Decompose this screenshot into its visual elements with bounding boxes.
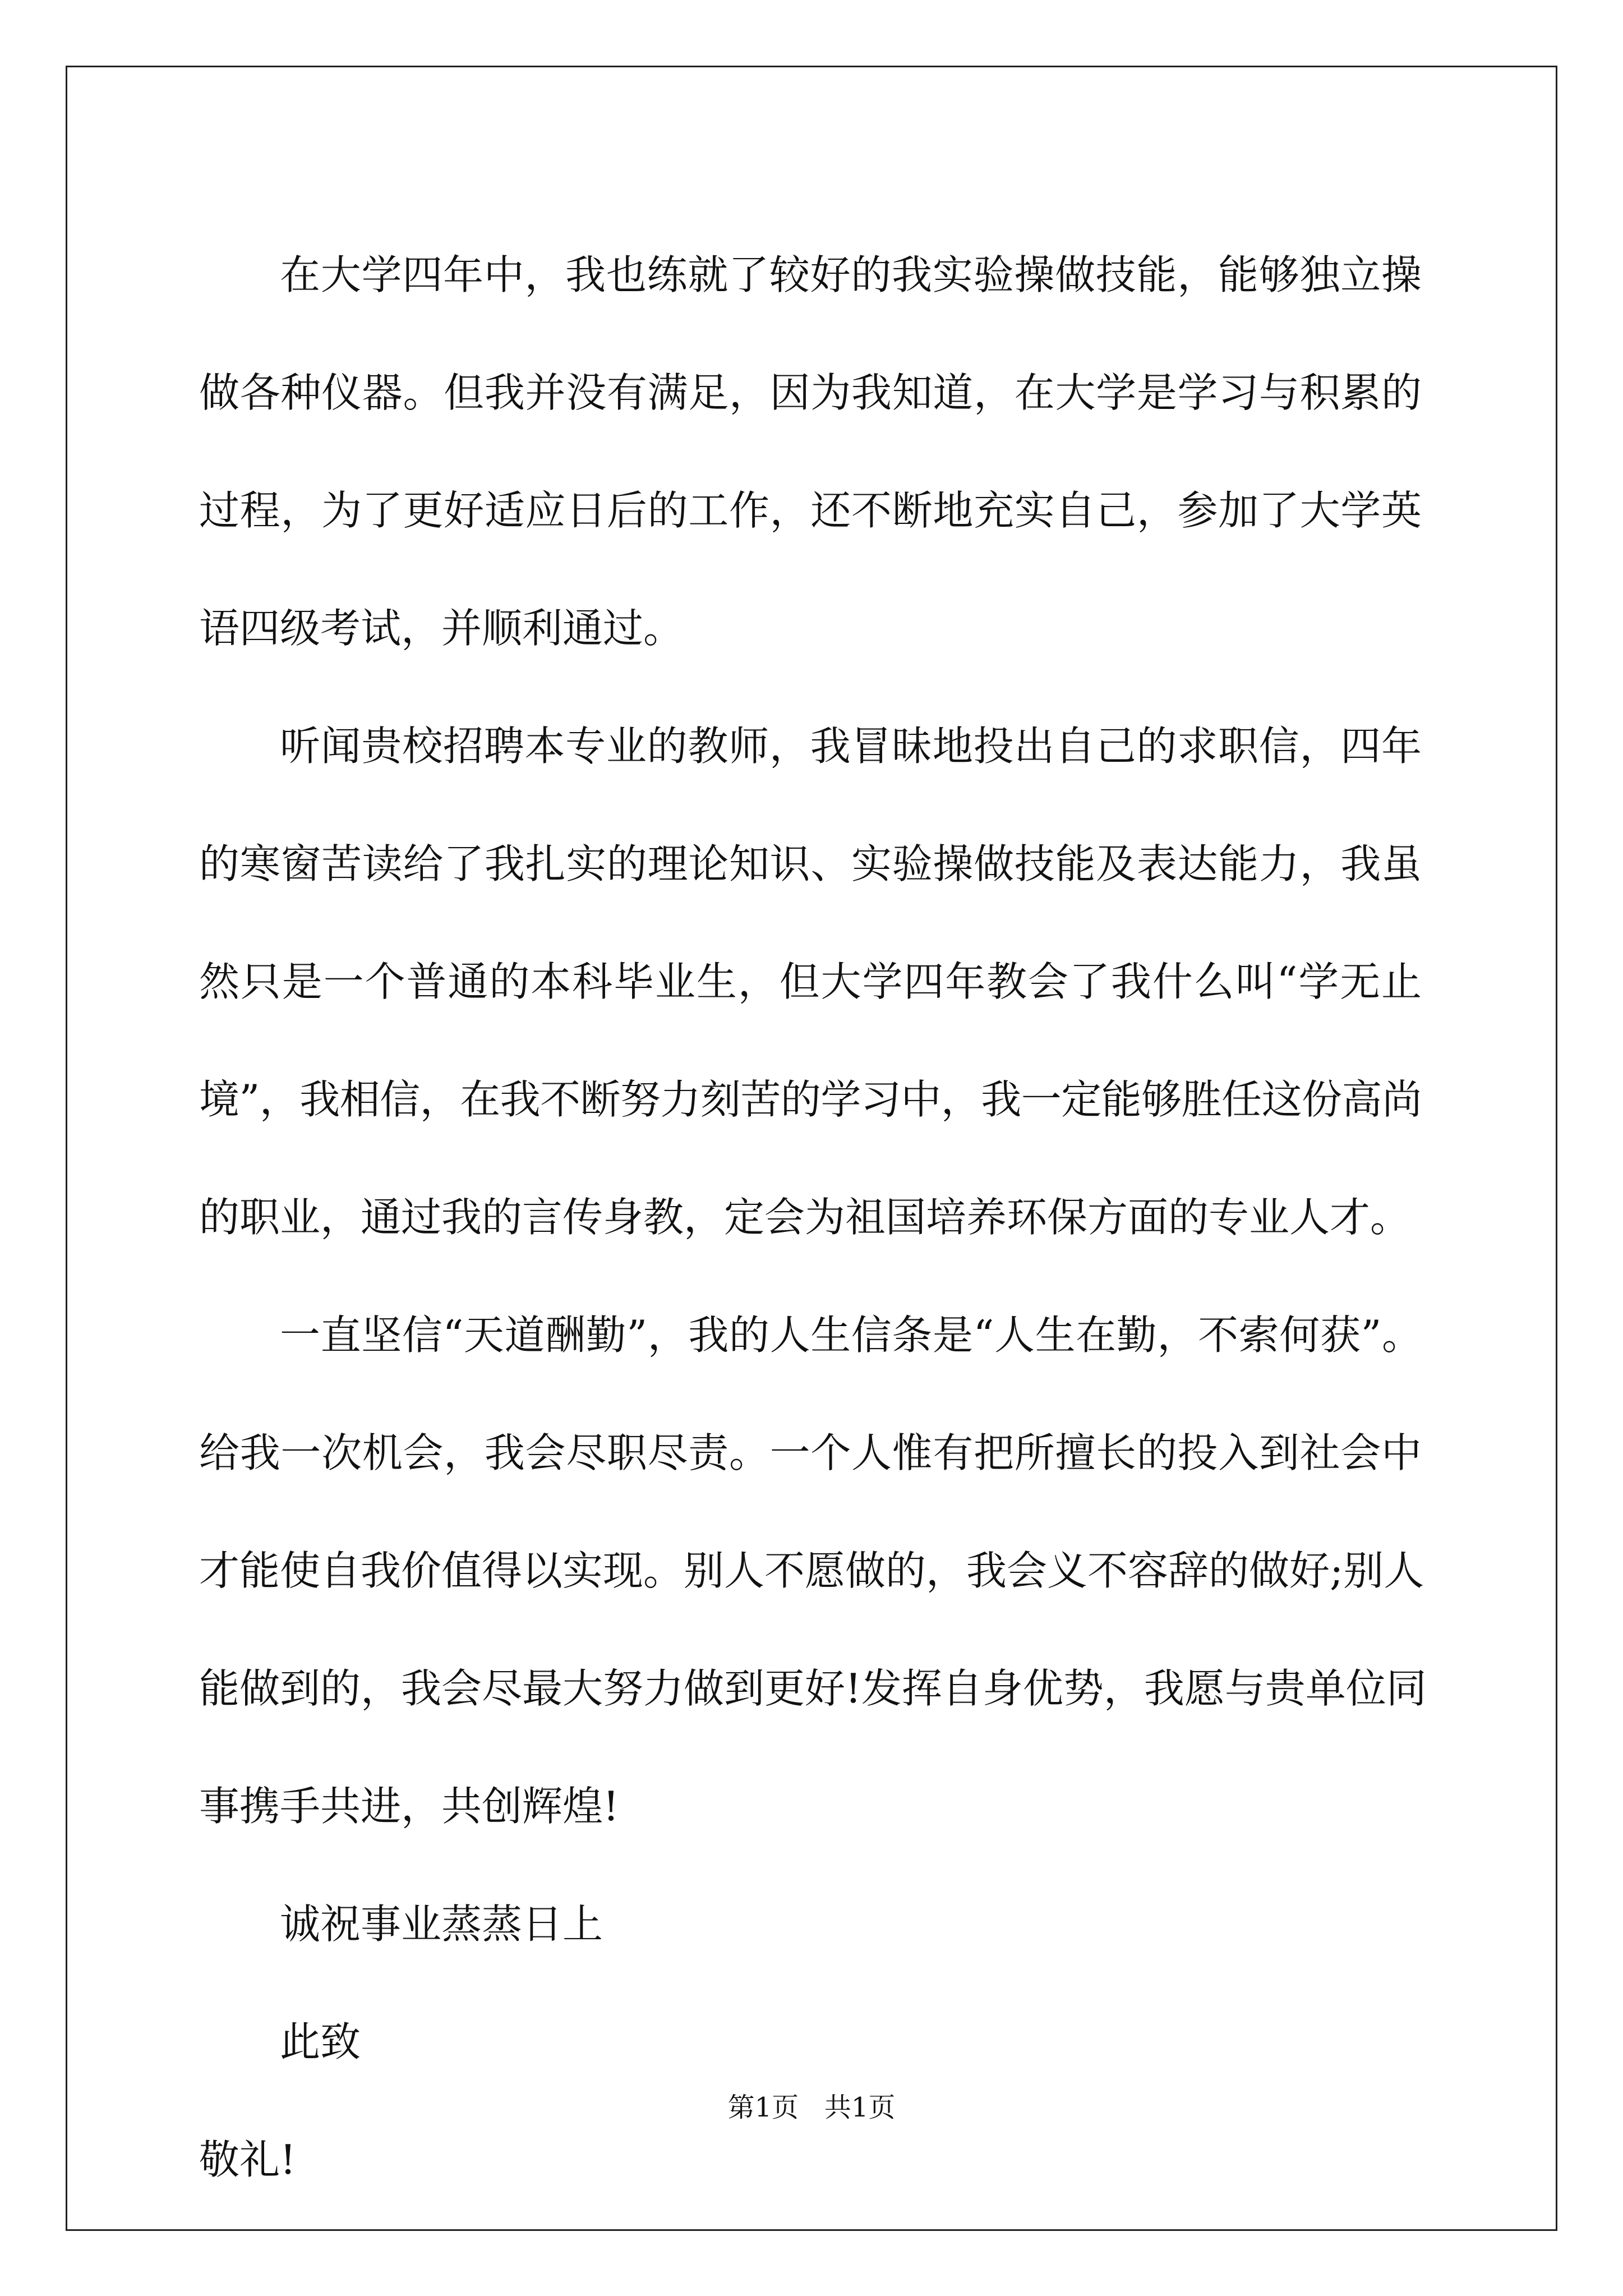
text-line: 在大学四年中，我也练就了较好的我实验操做技能，能够独立操 <box>280 251 1422 298</box>
text-line: 境”，我相信，在我不断努力刻苦的学习中，我一定能够胜任这份高尚 <box>199 1076 1422 1123</box>
text-line: 的职业，通过我的言传身教，定会为祖国培养环保方面的专业人才。 <box>199 1194 1411 1241</box>
text-line: 才能使自我价值得以实现。别人不愿做的，我会义不容辞的做好;别人 <box>199 1547 1424 1594</box>
closing-wish: 诚祝事业蒸蒸日上 <box>280 1901 603 1948</box>
paragraph <box>199 216 1422 687</box>
text-line: 听闻贵校招聘本专业的教师，我冒昧地投出自己的求职信，四年 <box>280 723 1422 770</box>
document-body <box>199 216 1427 2219</box>
closing-regards: 敬礼! <box>199 2136 296 2183</box>
text-line: 过程，为了更好适应日后的工作，还不断地充实自己，参加了大学英 <box>199 487 1422 534</box>
text-line: 做各种仪器。但我并没有满足，因为我知道，在大学是学习与积累的 <box>199 369 1422 416</box>
text-line: 一直坚信“天道酬勤”，我的人生信条是“人生在勤，不索何获”。 <box>280 1312 1422 1359</box>
text-line: 事携手共进，共创辉煌! <box>199 1783 619 1830</box>
text-line: 给我一次机会，我会尽职尽责。一个人惟有把所擅长的投入到社会中 <box>199 1429 1422 1476</box>
paragraph <box>199 687 1422 1276</box>
text-line: 能做到的，我会尽最大努力做到更好!发挥自身优势，我愿与贵单位同 <box>199 1665 1427 1712</box>
text-line: 的寒窗苦读给了我扎实的理论知识、实验操做技能及表达能力，我虽 <box>199 840 1422 887</box>
closing-salutation: 此致 <box>280 2018 361 2065</box>
text-line: 然只是一个普通的本科毕业生，但大学四年教会了我什么叫“学无止 <box>199 958 1422 1005</box>
paragraph <box>199 1276 1427 1865</box>
text-line: 语四级考试，并顺利通过。 <box>199 605 684 652</box>
page-indicator: 第1页 共1页 <box>727 2092 896 2123</box>
